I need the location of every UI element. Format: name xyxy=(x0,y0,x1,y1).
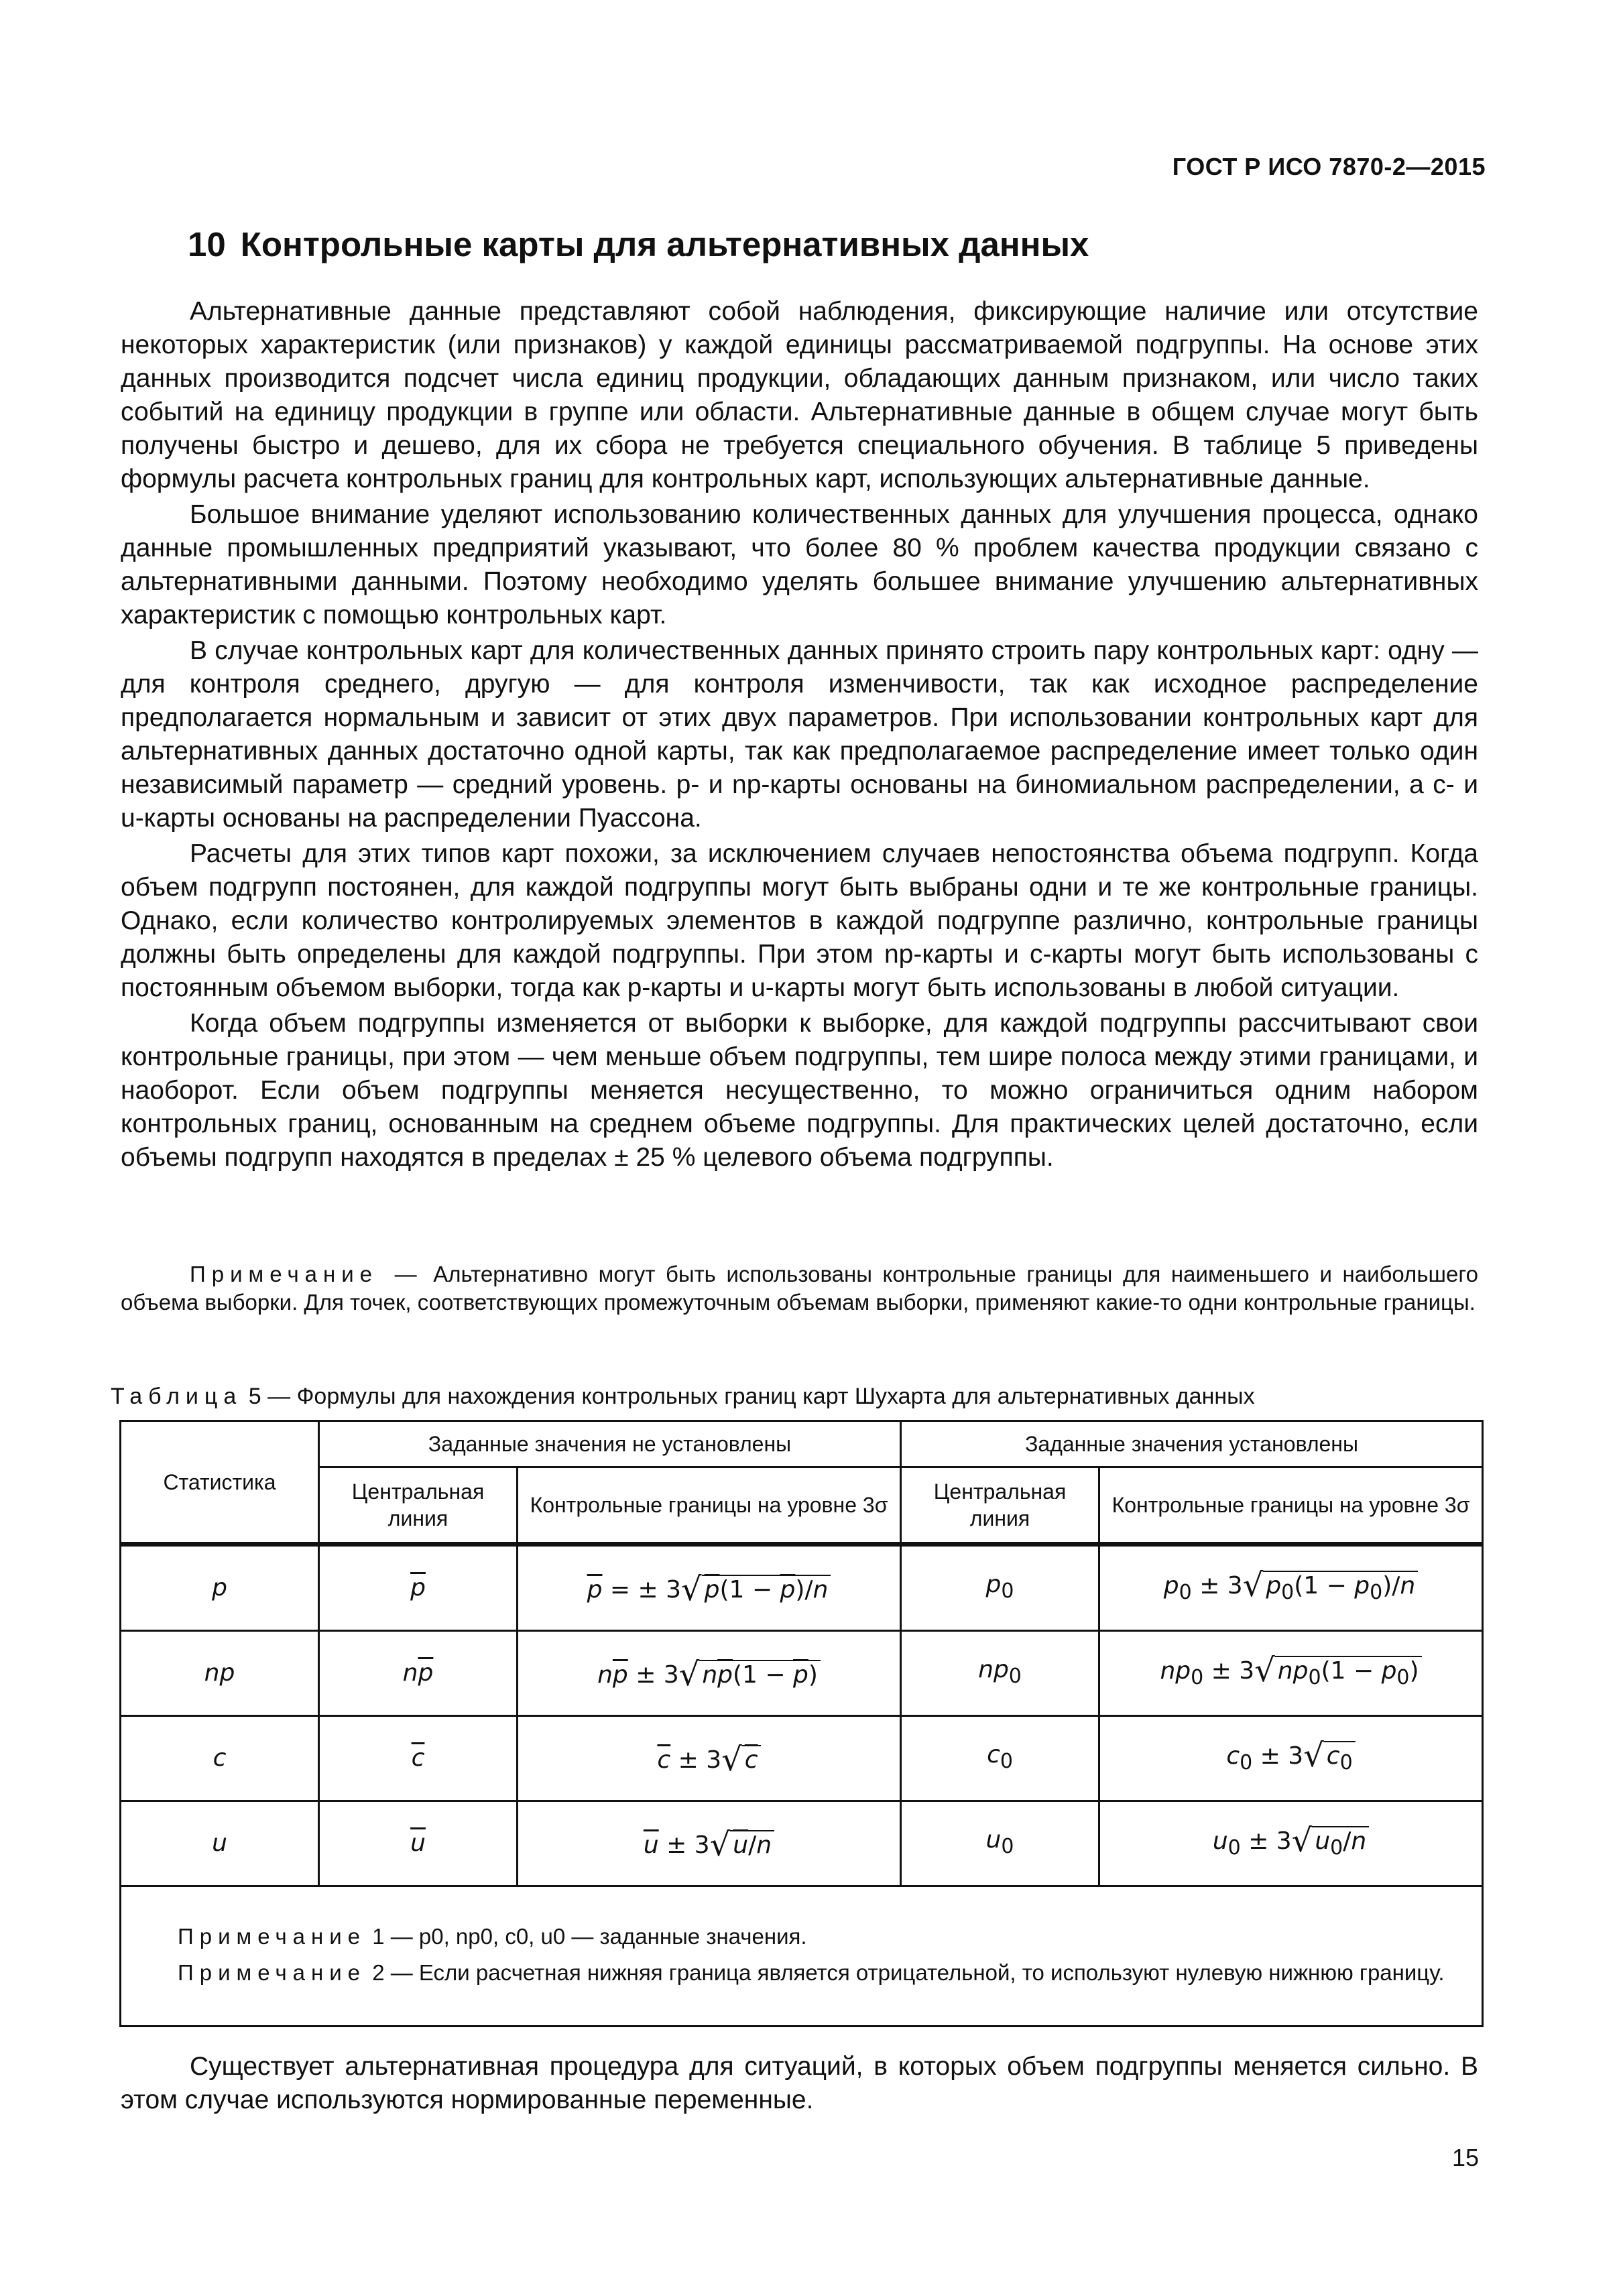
table-caption xyxy=(111,1383,1255,1410)
paragraph: Расчеты для этих типов карт похожи, за исключением случаев непостоянства объема подгрупп. Когда объем подгрупп постоянен, для каждой подгруппы могут быть выбраны одни и те же контрольные границы. Однако, если количество контролируемых элементов в каждой подгруппе различно, контрольные границы должны быть определены для каждой подгруппы. При этом np-карты и c-карты могут быть использованы с постоянным объемом выборки, тогда как p-карты и u-карты могут быть использованы в любой ситуации. xyxy=(121,839,1478,1002)
header-statistic: Статистика xyxy=(121,1421,319,1545)
center-line-cell: $n\overline{p}$ xyxy=(319,1631,518,1716)
table-row xyxy=(121,1716,1483,1801)
limits-given-cell: $np_0 \pm 3√$ $np_0(1 - p_0)$ xyxy=(1099,1631,1483,1716)
header-limits: Контрольные границы на уровне 3σ xyxy=(518,1467,901,1545)
table-note: Примечание 2 — Если расчетная нижняя граница является отрицательной, то используют нулевую нижнюю границу. xyxy=(178,1960,1445,1985)
center-line-cell: $\overline{c}$ xyxy=(319,1716,518,1801)
table-row xyxy=(121,1801,1483,1886)
closing-paragraph: Существует альтернативная процедура для ситуаций, в которых объем подгруппы меняется сильно. В этом случае используются нормированные переменные. xyxy=(121,2052,1478,2114)
stat-cell: np xyxy=(121,1631,319,1716)
table-notes xyxy=(121,1886,1483,2027)
note-label: Примечание — xyxy=(190,1262,423,1286)
center-line-cell: $\overline{u}$ xyxy=(319,1801,518,1886)
formula-table xyxy=(119,1420,1484,2027)
stat-cell: u xyxy=(121,1801,319,1886)
table-note: Примечание 1 — p0, np0, c0, u0 — заданные значения. xyxy=(178,1924,807,1949)
center-line-given-cell: $p_0$ xyxy=(901,1545,1099,1631)
center-line-given-cell: $np_0$ xyxy=(901,1631,1099,1716)
document-header: ГОСТ Р ИСО 7870-2—2015 xyxy=(1172,153,1486,180)
header-center-line: Центральная линия xyxy=(319,1467,518,1545)
header-limits-given: Контрольные границы на уровне 3σ xyxy=(1099,1467,1483,1545)
center-line-given-cell: $u_0$ xyxy=(901,1801,1099,1886)
limits-cell: $n\overline{p} \pm 3√$ $n\overline{p}(1 - \overline{p})$ xyxy=(518,1631,901,1716)
stat-cell: p xyxy=(121,1545,319,1631)
paragraph: Альтернативные данные представляют собой наблюдения, фиксирующие наличие или отсутствие некоторых характеристик (или признаков) у каждой единицы рассматриваемой подгруппы. На основе этих данных производится подсчет числа единиц продукции, обладающих данным признаком, или число таких событий на единицу продукции в группе или области. Альтернативные данные в общем случае могут быть получены быстро и дешево, для их сбора не требуется специального обучения. В таблице 5 приведены формулы расчета контрольных границ для контрольных карт, использующих альтернативные данные. xyxy=(121,297,1478,493)
table-subheader-row xyxy=(121,1467,1483,1545)
header-center-line-given: Центральная линия xyxy=(901,1467,1099,1545)
paragraph: В случае контрольных карт для количественных данных принято строить пару контрольных карт: одну — для контроля среднего, другую — для контроля изменчивости, так как исходное распределение предполагается нормальным и зависит от этих двух параметров. При использовании контрольных карт для альтернативных данных достаточно одной карты, так как предполагаемое распределение имеет только один независимый параметр — средний уровень. p- и np-карты основаны на биномиальном распределении, а c- и u-карты основаны на распределении Пуассона. xyxy=(121,636,1478,833)
page-number: 15 xyxy=(1451,2144,1479,2171)
header-set: Заданные значения установлены xyxy=(901,1421,1483,1467)
section-number: 10 xyxy=(188,225,226,263)
header-not-set: Заданные значения не установлены xyxy=(319,1421,901,1467)
table-row xyxy=(121,1631,1483,1716)
limits-given-cell: $c_0 \pm 3√$ $c_0$ xyxy=(1099,1716,1483,1801)
note-text: Альтернативно могут быть использованы контрольные границы для наименьшего и наибольшего объема выборки. Для точек, соответствующих промежуточным объемам выборки, применяют какие-то одни контрольные границы. xyxy=(121,1262,1478,1315)
note xyxy=(121,1260,1478,1317)
table-caption-text: 5 — Формулы для нахождения контрольных границ карт Шухарта для альтернативных данных xyxy=(248,1384,1255,1409)
limits-cell: $\overline{u} \pm 3√$ u/n xyxy=(518,1801,901,1886)
center-line-cell: $\overline{p}$ xyxy=(319,1545,518,1631)
center-line-given-cell: $c_0$ xyxy=(901,1716,1099,1801)
table-row xyxy=(121,1545,1483,1631)
limits-given-cell: $p_0 \pm 3√$ $p_0(1 - p_0)/n$ xyxy=(1099,1545,1483,1631)
table-caption-label: Таблица xyxy=(111,1384,243,1409)
table-notes-row xyxy=(121,1886,1483,2027)
body-text xyxy=(121,295,1478,1176)
table-header-row xyxy=(121,1421,1483,1467)
limits-given-cell: $u_0 \pm 3√$ $u_0/n$ xyxy=(1099,1801,1483,1886)
paragraph: Когда объем подгруппы изменяется от выборки к выборке, для каждой подгруппы рассчитывают свои контрольные границы, при этом — чем меньше объем подгруппы, тем шире полоса между этими границами, и наоборот. Если объем подгруппы меняется несущественно, то можно ограничиться одним набором контрольных границ, основанным на среднем объеме подгруппы. Для практических целей достаточно, если объемы подгрупп находятся в пределах ± 25 % целевого объема подгруппы. xyxy=(121,1009,1478,1172)
limits-cell: $\overline{c} \pm 3√$ c xyxy=(518,1716,901,1801)
stat-cell: c xyxy=(121,1716,319,1801)
paragraph: Большое внимание уделяют использованию количественных данных для улучшения процесса, однако данные промышленных предприятий указывают, что более 80 % проблем качества продукции связано с альтернативными данными. Поэтому необходимо уделять большее внимание улучшению альтернативных характеристик с помощью контрольных карт. xyxy=(121,500,1478,629)
limits-cell: $\overline{p}$ = ± 3√ $p(1 - \overline{p})/n$ xyxy=(518,1545,901,1631)
section-title xyxy=(188,225,1089,264)
section-title-text: Контрольные карты для альтернативных данных xyxy=(240,225,1089,263)
